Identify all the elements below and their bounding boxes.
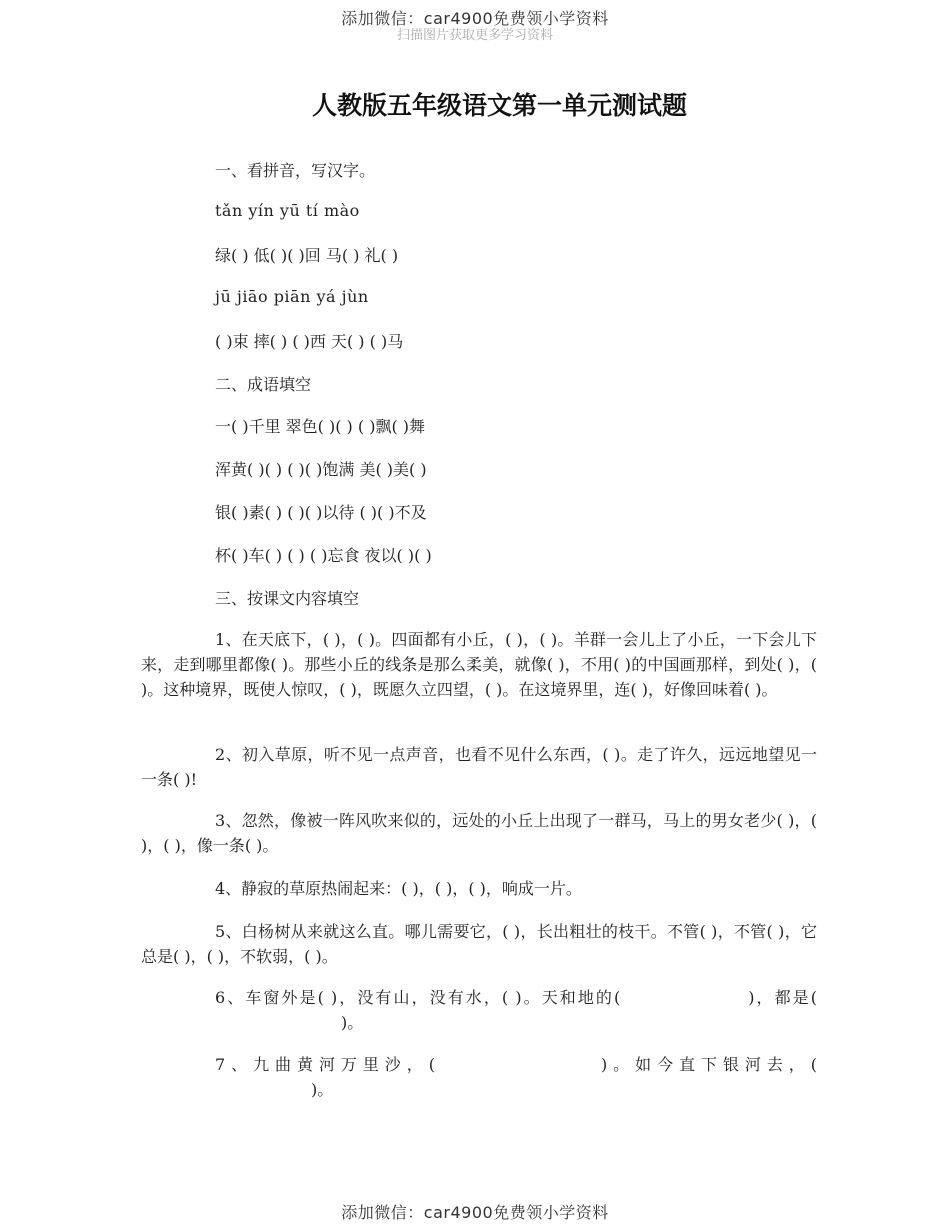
question-6-part-c: )。: [341, 1013, 364, 1032]
section1-heading: 一、看拼音，写汉字。: [215, 161, 376, 180]
idiom-row: 银( )素( ) ( )( )以待 ( )( )不及: [215, 503, 427, 522]
question-1: 1、在天底下，( )，( )。四面都有小丘，( )，( )。羊群一会儿上了小丘，一下会儿下来，走到哪里都像( )。那些小丘的线条是那么柔美，就像( )，不用( )的中国画那样，到处( )，( )。这种境界，既使人惊叹，( )，既愿久立四望，( )。在这境界里，连( )，好像回味着( )。: [141, 630, 817, 699]
question-7-part-b: )。如今直下银河去，(: [600, 1055, 817, 1074]
faint-header-text: 扫描图片获取更多学习资料: [396, 28, 553, 43]
question-6-part-a: 6、车窗外是( )，没有山，没有水，( )。天和地的(: [215, 988, 621, 1007]
question-3: 3、忽然，像被一阵风吹来似的，远处的小丘上出现了一群马，马上的男女老少( )，( )，( )，像一条( )。: [141, 811, 817, 855]
pinyin-row-2: jū jiāo piān yá jùn: [215, 287, 369, 306]
question-6: [141, 985, 817, 1035]
pinyin-row-1: tǎn yín yū tí mào: [215, 201, 360, 220]
section2-heading: 二、成语填空: [215, 375, 312, 394]
question-5: 5、白杨树从来就这么直。哪儿需要它，( )，长出粗壮的枝干。不管( )，不管( )，它总是( )，( )，不软弱，( )。: [141, 922, 817, 966]
question-6-part-b: )，都是(: [748, 988, 817, 1007]
watermark-top: 添加微信：car4900免费领小学资料: [341, 9, 609, 28]
question-4: 4、静寂的草原热闹起来：( )，( )，( )，响成一片。: [215, 879, 582, 898]
idiom-row: 浑黄( )( ) ( )( )饱满 美( )美( ): [215, 460, 427, 479]
question-7-part-c: )。: [311, 1080, 334, 1099]
question-7-part-a: 7、九曲黄河万里沙，(: [215, 1055, 435, 1074]
document-title: 人教版五年级语文第一单元测试题: [312, 91, 688, 120]
watermark-bottom: 添加微信：car4900免费领小学资料: [341, 1203, 609, 1222]
question-2: 2、初入草原，听不见一点声音，也看不见什么东西，( )。走了许久，远远地望见一一条( )!: [141, 745, 817, 789]
idiom-row: 杯( )车( ) ( ) ( )忘食 夜以( )( ): [215, 546, 432, 565]
chars-row-2: ( )束 摔( ) ( )西 天( ) ( )马: [215, 332, 404, 351]
chars-row-1: 绿( ) 低( )( )回 马( ) 礼( ): [215, 246, 399, 265]
question-7: [141, 1052, 817, 1102]
section3-heading: 三、按课文内容填空: [215, 589, 360, 608]
idiom-row: 一( )千里 翠色( )( ) ( )飘( )舞: [215, 417, 426, 436]
